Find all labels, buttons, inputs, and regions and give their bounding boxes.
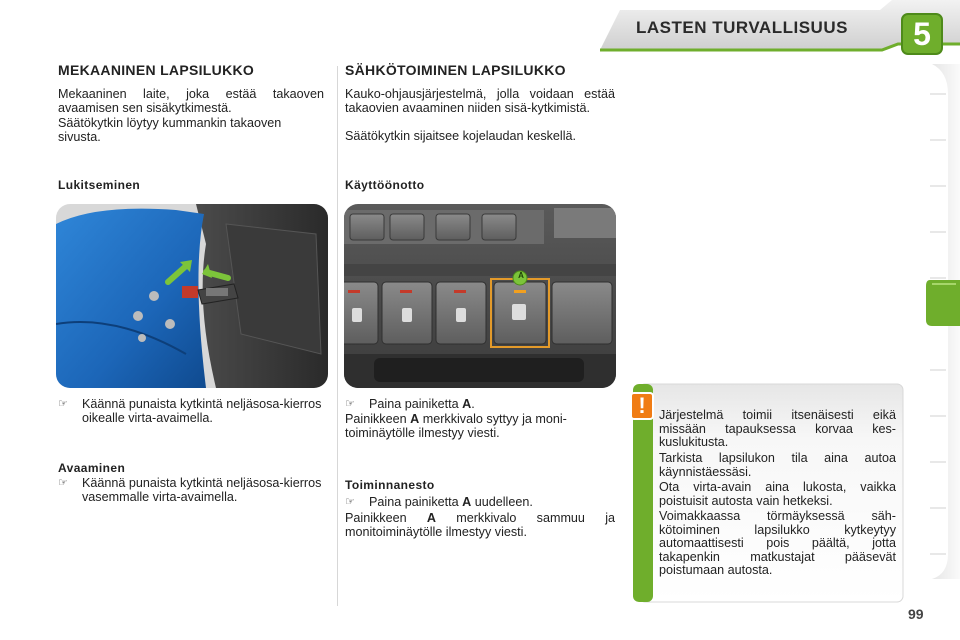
column-divider: [337, 66, 338, 606]
mechanical-lock-location: Säätökytkin löytyy kummankin takaoven sivusta.: [58, 116, 282, 144]
locking-step-text: Käännä punaista kytkintä neljäsosa-kierros oikealle virta-avaimella.: [82, 397, 322, 425]
activation-step-text: Paina painiketta: [369, 397, 463, 411]
button-a-ref: A: [462, 495, 472, 509]
activation-heading: Käyttöönotto: [345, 178, 425, 192]
button-a-ref: A: [410, 412, 420, 426]
deactivation-result-pre: Painikkeen: [345, 511, 427, 525]
mechanical-lock-heading: MEKAANINEN LAPSILUKKO: [58, 62, 255, 78]
warning-symbol: !: [638, 393, 646, 418]
callout-a-label: A: [518, 271, 524, 280]
deactivation-heading: Toiminnanesto: [345, 478, 435, 492]
unlocking-heading: Avaaminen: [58, 461, 126, 475]
hand-pointer-icon: ☞: [58, 477, 68, 489]
unlocking-step: [58, 477, 326, 504]
locking-heading: Lukitseminen: [58, 178, 141, 192]
electric-lock-heading: SÄHKÖTOIMINEN LAPSILUKKO: [345, 62, 566, 78]
page-number: 99: [908, 606, 924, 622]
button-a-ref: A: [426, 511, 436, 525]
warning-crash-release: Voimakkaassa törmäyksessä säh-kötoiminen lapsilukko kytkeytyy automaattisesti pois päältä, jotta takapenkin matkustajat pääsevät poistumaan autosta.: [659, 509, 896, 577]
dashboard-switch-photo: [344, 204, 616, 388]
electric-lock-intro: Kauko-ohjausjärjestelmä, jolla voidaan estää takaovien avaaminen niiden sisä-kytkimistä.: [345, 87, 615, 115]
warning-check-status: Tarkista lapsilukon tila aina autoa käynnistäessäsi.: [659, 451, 896, 479]
deactivation-result-text: merkkivalo sammuu ja monitoiminäytölle ilmestyy viesti.: [345, 511, 615, 539]
deactivation-step: [345, 496, 615, 510]
activation-result: [345, 413, 615, 440]
warning-independent: Järjestelmä toimii itsenäisesti eikä missään tapauksessa korvaa kes-kuslukitusta.: [659, 408, 896, 449]
activation-result-pre: Painikkeen: [345, 412, 411, 426]
activation-step: [345, 398, 615, 412]
activation-step-end: .: [471, 397, 475, 411]
mechanical-lock-intro: Mekaaninen laite, joka estää takaoven avaamisen sen sisäkytkimestä.: [58, 87, 324, 115]
chapter-title: LASTEN TURVALLISUUS: [636, 18, 848, 37]
hand-pointer-icon: ☞: [58, 398, 68, 410]
electric-lock-location: Säätökytkin sijaitsee kojelaudan keskellä.: [345, 129, 577, 143]
deactivation-result: [345, 512, 615, 539]
door-lock-photo: [56, 204, 328, 388]
warning-remove-key: Ota virta-avain aina lukosta, vaikka poistuisit autosta vain hetkeksi.: [659, 480, 896, 508]
hand-pointer-icon: ☞: [345, 398, 355, 410]
deactivation-step-end: uudelleen.: [471, 495, 533, 509]
chapter-number: 5: [913, 16, 931, 52]
hand-pointer-icon: ☞: [345, 496, 355, 508]
locking-step: [58, 398, 326, 425]
unlocking-step-text: Käännä punaista kytkintä neljäsosa-kierros vasemmalle virta-avaimella.: [82, 476, 322, 504]
activation-result-text: merkkivalo syttyy ja moni-toiminäytölle ilmestyy viesti.: [345, 412, 567, 440]
active-chapter-tab[interactable]: [924, 276, 960, 330]
button-a-ref: A: [462, 397, 472, 411]
deactivation-step-text: Paina painiketta: [369, 495, 463, 509]
